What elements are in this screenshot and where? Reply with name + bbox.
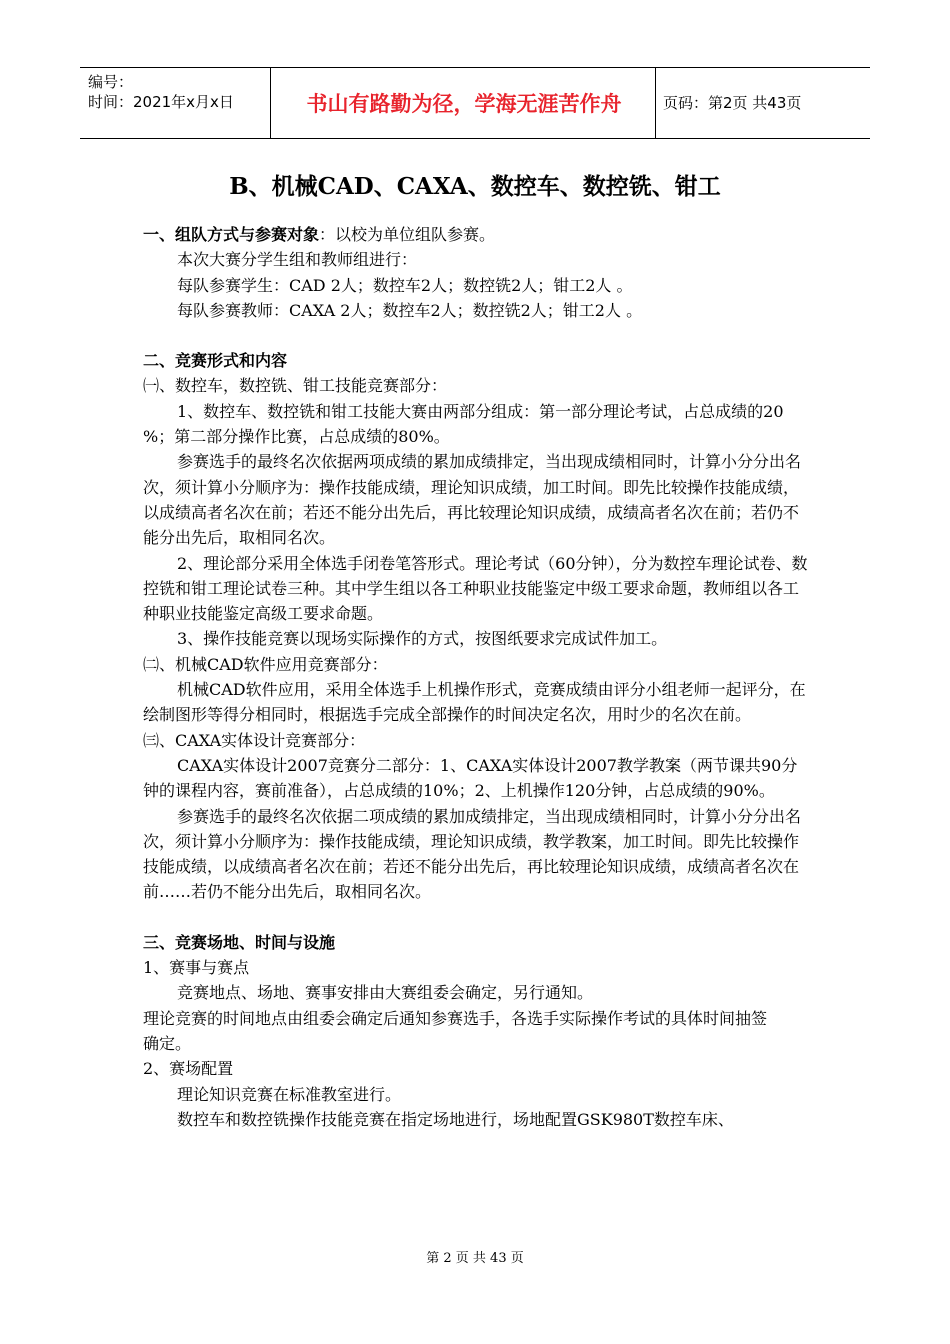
paragraph: 理论竞赛的时间地点由组委会确定后通知参赛选手，各选手实际操作考试的具体时间抽签 xyxy=(143,1008,768,1028)
paragraph: 1、数控车、数控铣和钳工技能大赛由两部分组成：第一部分理论考试，占总成绩的20 %；第二部分操作比赛，占总成绩的80%。 xyxy=(143,401,784,447)
paragraph: 竞赛地点、场地、赛事安排由大赛组委会确定，另行通知。 xyxy=(177,983,594,1003)
paragraph: 数控车和数控铣操作技能竞赛在指定场地进行，场地配置GSK980T数控车床、 xyxy=(177,1109,734,1129)
page-footer: 第 2 页 共 43 页 xyxy=(426,1251,524,1266)
subsection-heading: ㈢、CAXA实体设计竞赛部分： xyxy=(143,730,366,750)
paragraph: 3、操作技能竞赛以现场实际操作的方式，按图纸要求完成试件加工。 xyxy=(177,629,668,649)
paragraph: 机械CAD软件应用，采用全体选手上机操作形式，竞赛成绩由评分小组老师一起评分，在绘制图形等得分相同时，根据选手完成全部操作的时间决定名次，用时少的名次在前。 xyxy=(143,680,806,725)
header-number: 编号： xyxy=(88,73,134,91)
spacer xyxy=(143,905,813,930)
header-divider xyxy=(270,68,271,138)
subsection-heading: 1、赛事与赛点 xyxy=(143,958,250,978)
paragraph: 确定。 xyxy=(143,1033,192,1053)
section-1-title-tail: ：以校为单位组队参赛。 xyxy=(319,225,496,244)
header-motto: 书山有路勤为径，学海无涯苦作舟 xyxy=(306,92,622,116)
document-body xyxy=(143,222,813,1132)
paragraph: CAXA实体设计2007竞赛分二部分：1、CAXA实体设计2007教学教案（两节课共90分钟的课程内容，赛前准备），占总成绩的10%；2、上机操作120分钟，占总成绩的90%。 xyxy=(143,755,798,801)
subsection-heading: ㈠、数控车，数控铣、钳工技能竞赛部分： xyxy=(143,376,448,396)
header-time: 时间：2021年x月x日 xyxy=(88,93,234,111)
section-2-heading: 二、竞赛形式和内容 xyxy=(143,351,288,371)
section-1-title: 一、组队方式与参赛对象 xyxy=(143,225,320,244)
page-header xyxy=(80,67,870,139)
paragraph: 参赛选手的最终名次依据两项成绩的累加成绩排定，当出现成绩相同时，计算小分分出名次，须计算小分顺序为：操作技能成绩，理论知识成绩，加工时间。即先比较操作技能成绩，以成绩高者名次在前；若还不能分出先后，再比较理论知识成绩，成绩高者名次在前；若仍不能分出先后，取相同名次。 xyxy=(143,452,802,548)
document-title: B、机械CAD、CAXA、数控车、数控铣、钳工 xyxy=(229,173,721,200)
paragraph: 参赛选手的最终名次依据二项成绩的累加成绩排定，当出现成绩相同时，计算小分分出名次，须计算小分顺序为：操作技能成绩，理论知识成绩，教学教案，加工时间。即先比较操作技能成绩，以成绩高者名次在前；若还不能分出先后，再比较理论知识成绩，成绩高者名次在前……若仍不能分出先后，取相同名次。 xyxy=(143,806,802,902)
subsection-heading: ㈡、机械CAD软件应用竞赛部分： xyxy=(143,654,388,674)
paragraph: 每队参赛学生：CAD 2人；数控车2人；数控铣2人；钳工2人 。 xyxy=(177,275,633,295)
subsection-heading: 2、赛场配置 xyxy=(143,1059,234,1079)
header-divider xyxy=(655,68,656,138)
paragraph: 每队参赛教师：CAXA 2人；数控车2人；数控铣2人；钳工2人 。 xyxy=(177,300,643,320)
header-meta xyxy=(88,72,234,112)
section-3-heading: 三、竞赛场地、时间与设施 xyxy=(143,932,336,952)
paragraph: 理论知识竞赛在标准教室进行。 xyxy=(177,1084,402,1104)
header-page-number: 页码：第2页 共43页 xyxy=(663,94,802,112)
paragraph: 2、理论部分采用全体选手闭卷笔答形式。理论考试（60分钟），分为数控车理论试卷、数控铣和钳工理论试卷三种。其中学生组以各工种职业技能鉴定中级工要求命题，教师组以各工种职业技能鉴定高级工要求命题。 xyxy=(143,553,808,624)
section-1-heading xyxy=(143,222,813,247)
paragraph: 本次大赛分学生组和教师组进行： xyxy=(177,250,418,270)
spacer xyxy=(143,323,813,348)
